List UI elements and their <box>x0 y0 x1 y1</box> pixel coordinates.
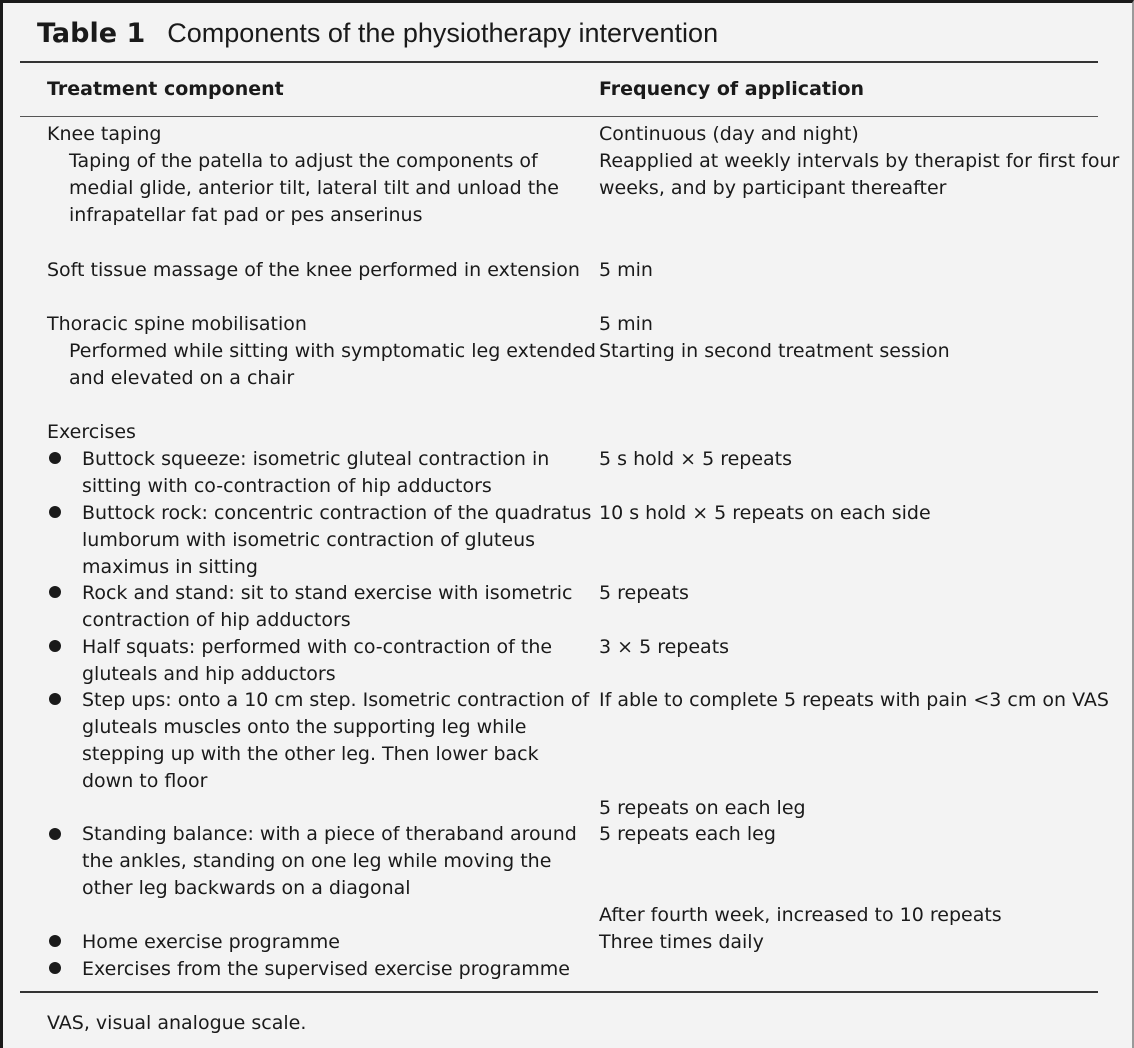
bullet-icon <box>49 452 61 464</box>
bullet-icon <box>49 828 61 840</box>
exercise-line: Standing balance: with a piece of theraband around <box>82 823 577 845</box>
bottom-rule <box>20 991 1098 993</box>
exercise-freq: Three times daily <box>599 931 764 953</box>
knee-taping-freq-line: Reapplied at weekly intervals by therapist for first four <box>599 150 1120 172</box>
table-title: Components of the physiotherapy intervention <box>167 18 719 48</box>
exercise-freq: 3 × 5 repeats <box>599 636 730 658</box>
header-frequency: Frequency of application <box>599 78 865 100</box>
bullet-icon <box>49 935 61 947</box>
thoracic-heading: Thoracic spine mobilisation <box>47 313 307 335</box>
exercise-line: Buttock squeeze: isometric gluteal contraction in <box>82 448 550 470</box>
knee-taping-freq-line: Continuous (day and night) <box>599 123 859 145</box>
exercise-line: Buttock rock: concentric contraction of the quadratus <box>82 502 592 524</box>
table-label: Table 1 <box>37 18 146 49</box>
header-rule <box>20 116 1098 117</box>
exercise-line: other leg backwards on a diagonal <box>82 877 411 899</box>
thoracic-freq-line: Starting in second treatment session <box>599 340 950 362</box>
massage-text: Soft tissue massage of the knee performed in extension <box>47 259 580 281</box>
knee-taping-desc-line: medial glide, anterior tilt, lateral tilt and unload the <box>69 177 559 199</box>
exercise-line: lumborum with isometric contraction of gluteus <box>82 529 536 551</box>
thoracic-freq-line: 5 min <box>599 313 653 335</box>
exercise-line: gluteals and hip adductors <box>82 663 336 685</box>
bullet-icon <box>49 640 61 652</box>
exercise-freq-extra: After fourth week, increased to 10 repeats <box>599 904 1002 926</box>
massage-freq: 5 min <box>599 259 653 281</box>
exercise-line: Home exercise programme <box>82 931 340 953</box>
exercise-line: the ankles, standing on one leg while moving the <box>82 850 552 872</box>
table-footnote: VAS, visual analogue scale. <box>47 1012 307 1034</box>
bullet-icon <box>49 586 61 598</box>
exercise-line: gluteals muscles onto the supporting leg while <box>82 716 527 738</box>
exercise-freq: 5 repeats <box>599 582 689 604</box>
exercises-heading: Exercises <box>47 421 136 443</box>
exercise-freq-extra: 5 repeats on each leg <box>599 797 806 819</box>
bullet-icon <box>49 962 61 974</box>
exercise-line: Step ups: onto a 10 cm step. Isometric contraction of <box>82 689 590 711</box>
exercise-freq: 5 s hold × 5 repeats <box>599 448 793 470</box>
exercise-line: sitting with co-contraction of hip adductors <box>82 475 492 497</box>
thoracic-desc-line: and elevated on a chair <box>69 367 295 389</box>
exercise-line: contraction of hip adductors <box>82 609 351 631</box>
exercise-line: Rock and stand: sit to stand exercise with isometric <box>82 582 573 604</box>
bullet-icon <box>49 506 61 518</box>
exercise-line: Half squats: performed with co-contraction of the <box>82 636 553 658</box>
thoracic-desc-line: Performed while sitting with symptomatic leg extended <box>69 340 596 362</box>
table-caption <box>37 14 718 53</box>
knee-taping-desc-line: infrapatellar fat pad or pes anserinus <box>69 204 423 226</box>
exercise-line: stepping up with the other leg. Then lower back <box>82 743 539 765</box>
knee-taping-freq-line: weeks, and by participant thereafter <box>599 177 947 199</box>
exercise-line: Exercises from the supervised exercise programme <box>82 958 570 980</box>
exercise-line: down to floor <box>82 770 208 792</box>
bullet-icon <box>49 693 61 705</box>
exercise-freq: 5 repeats each leg <box>599 823 776 845</box>
top-rule <box>20 61 1098 63</box>
header-treatment-component: Treatment component <box>47 78 284 100</box>
knee-taping-heading: Knee taping <box>47 123 162 145</box>
exercise-freq: 10 s hold × 5 repeats on each side <box>599 502 931 524</box>
exercise-freq: If able to complete 5 repeats with pain <3 cm on VAS <box>599 689 1109 711</box>
exercise-line: maximus in sitting <box>82 556 258 578</box>
knee-taping-desc-line: Taping of the patella to adjust the components of <box>69 150 538 172</box>
